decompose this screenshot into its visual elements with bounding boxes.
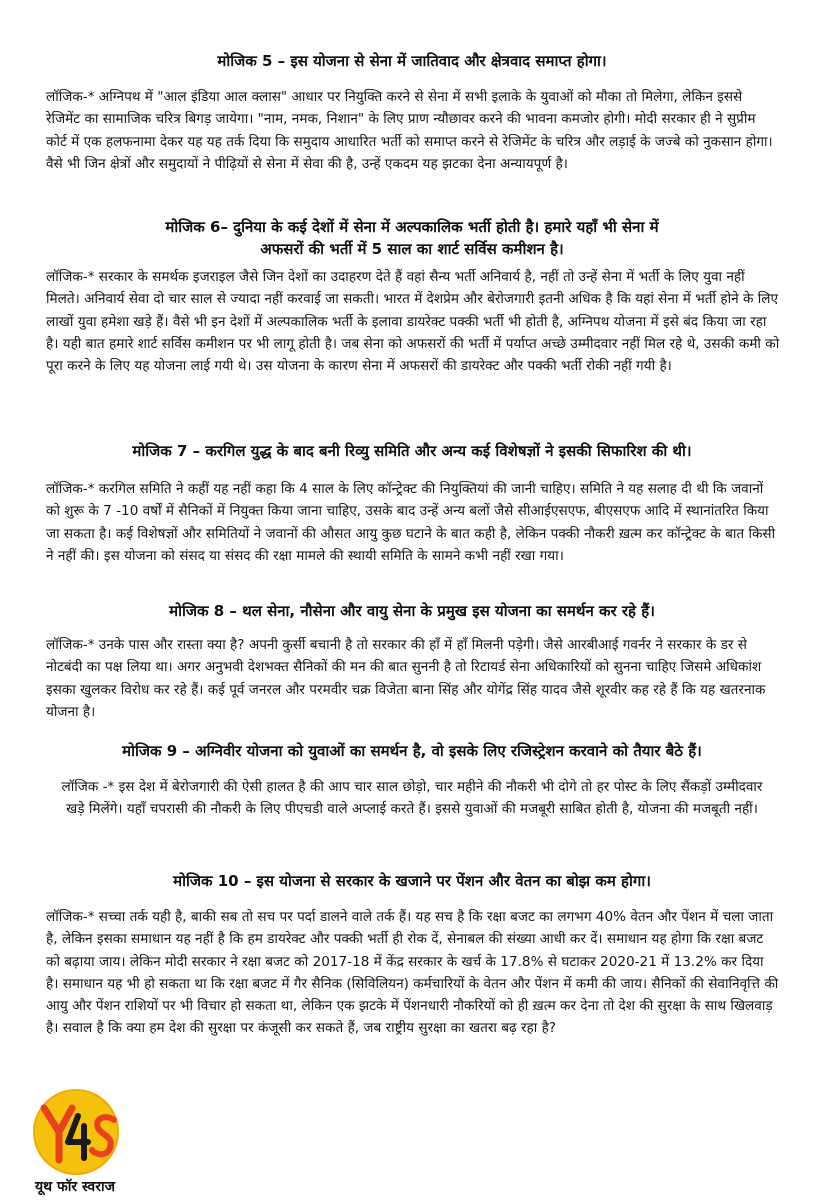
section-myth-8 — [0, 600, 824, 723]
section-myth-9 — [0, 740, 824, 821]
section-body: लॉजिक -* इस देश में बेरोजगारी की ऐसी हालत है की आप चार साल छोड़ो, चार महीने की नौकरी भी दोगे तो हर पोस्ट के लिए सैंकड़ों उम्मीदवार खड़े मिलेंगे। यहाँ चपरासी की नौकरी के लिए पीएचडी वाले अप्लाई करते हैं। इससे युवाओं की मजबूरी साबित होती है, योजना की मजबूती नहीं। — [61, 779, 763, 818]
section-body: लॉजिक-* सरकार के समर्थक इजराइल जैसे जिन देशों का उदाहरण देते हैं वहां सैन्य भर्ती अनिवार्य है, नहीं तो उन्हें सेना में भर्ती के लिए युवा नहीं मिलते। अनिवार्य सेवा दो चार साल से ज्यादा नहीं करवाई जा सकती। भारत में देशप्रेम और बेरोजगारी इतनी अधिक है कि यहां सेना में भर्ती होने के लिए लाखों युवा हमेशा खड़े हैं। वैसे भी इन देशों में अल्पकालिक भर्ती के इलावा डायरेक्ट पक्की भर्ती भी होती है, अग्निपथ योजना में इसे बंद किया जा रहा है। यही बात हमारे शार्ट सर्विस कमीशन पर भी लागू होती है। जब सेना को अफसरों की भर्ती में पर्याप्त अच्छे उम्मीदवार नहीं मिल रहे थे, उसकी कमी को पूरा करने के लिए यह योजना लाई गयी थे। उस योजना के कारण सेना में अफसरों की डायरेक्ट और पक्की भर्ती रोकी नहीं गयी है। — [46, 269, 780, 375]
section-myth-10 — [0, 870, 824, 1040]
section-body: लॉजिक-* सच्चा तर्क यही है, बाकी सब तो सच पर पर्दा डालने वाले तर्क हैं। यह सच है कि रक्षा बजट का लगभग 40% वेतन और पेंशन में चला जाता है, लेकिन इसका समाधान यह नहीं है कि हम डायरेक्ट और पक्की भर्ती ही रोक दें, सेनाबल की संख्या आधी कर दें। समाधान यह होगा कि रक्षा बजट को बढ़ाया जाय। लेकिन मोदी सरकार ने रक्षा बजट को 2017-18 में केंद्र सरकार के खर्च के 17.8% से घटाकर 2020-21 में 13.2% कर दिया है। समाधान यह भी हो सकता था कि रक्षा बजट में गैर सैनिक (सिविलियन) कर्मचारियों के वेतन और पेंशन में कमी की जाय। सैनिकों की सेवानिवृत्ति की आयु और पेंशन राशियों पर भी विचार हो सकता था, लेकिन एक झटके में पेंशनधारी नौकरियों को ही ख़त्म कर देना तो देश की सुरक्षा के साथ खिलवाड़ है। सवाल है कि क्या हम देश की सुरक्षा पर कंजूसी कर सकते हैं, जब राष्ट्रीय सुरक्षा का खतरा बढ़ रहा है? — [46, 909, 779, 1037]
section-heading: मोजिक 9 – अग्निवीर योजना को युवाओं का समर्थन है, वो इसके लिए रजिस्ट्रेशन करवाने को तैयार बैठे हैं। — [122, 742, 702, 760]
y4s-logo-icon — [14, 1080, 134, 1180]
section-myth-6 — [0, 216, 824, 377]
section-heading: मोजिक 8 – थल सेना, नौसेना और वायु सेना के प्रमुख इस योजना का समर्थन कर रहे हैं। — [169, 602, 655, 620]
logo-caption: यूथ फॉर स्वराज — [35, 1179, 115, 1195]
section-heading: मोजिक 10 – इस योजना से सरकार के खजाने पर पेंशन और वेतन का बोझ कम होगा। — [173, 872, 651, 890]
section-heading: मोजिक 5 – इस योजना से सेना में जातिवाद और क्षेत्रवाद समाप्त होगा। — [217, 52, 607, 70]
section-body: लॉजिक-* करगिल समिति ने कहीं यह नहीं कहा कि 4 साल के लिए कॉन्ट्रेक्ट की नियुक्तियां की जानी चाहिए। समिति ने यह सलाह दी थी कि जवानों को शुरू के 7 -10 वर्षों में सैनिकों में नियुक्त किया जाना चाहिए, उसके बाद उन्हें अन्य बलों जैसे सीआईएसएफ, बीएसएफ आदि में स्थानांतरित किया जा सकता है। कई विशेषज्ञों और समितियों ने जवानों की औसत आयु कुछ घटाने के बात कही है, लेकिन पक्की नौकरी ख़त्म कर कॉन्ट्रेक्ट के बात किसी ने नहीं की। इस योजना को संसद या संसद की रक्षा मामले की स्थायी समिति के सामने कभी नहीं रखा गया। — [46, 481, 776, 564]
section-myth-5 — [0, 50, 824, 175]
section-body: लॉजिक-* उनके पास और रास्ता क्या है? अपनी कुर्सी बचानी है तो सरकार की हाँ में हाँ मिलनी पड़ेगी। जैसे आरबीआई गवर्नर ने सरकार के डर से नोटबंदी का पक्ष लिया था। अगर अनुभवी देशभक्त सैनिकों की मन की बात सुननी है तो रिटायर्ड सेना अधिकारियों को सुनना चाहिए जिसमे अधिकांश इसका खुलकर विरोध कर रहे हैं। कई पूर्व जनरल और परमवीर चक्र विजेता बाना सिंह और योगेंद्र सिंह यादव जैसे शूरवीर कह रहे हैं कि यह खतरनाक योजना है। — [46, 637, 766, 720]
section-heading: मोजिक 6– दुनिया के कई देशों में सेना में अल्पकालिक भर्ती होती है। हमारे यहाँ भी सेना में अफसरों की भर्ती में 5 साल का शार्ट सर्विस कमीशन है। — [165, 218, 659, 258]
section-body: लॉजिक-* अग्निपथ में "आल इंडिया आल क्लास" आधार पर नियुक्ति करने से सेना में सभी इलाके के युवाओं को मौका तो मिलेगा, लेकिन इससे रेजिमेंट का सामाजिक चरित्र बिगड़ जायेगा। "नाम, नमक, निशान" के लिए प्राण न्यौछावर करने की भावना कमजोर होगी। मोदी सरकार ही ने सुप्रीम कोर्ट में एक हलफनामा देकर यह यह तर्क दिया कि समुदाय आधारित भर्ती को समाप्त करने से रेजिमेंट के चरित्र और लड़ाई के जज्बे को नुकसान होगा। वैसे भी जिन क्षेत्रों और समुदायों ने पीढ़ियों से सेना में सेवा की है, उन्हें एकदम यह झटका देना अन्यायपूर्ण है। — [46, 89, 773, 172]
section-myth-7 — [0, 440, 824, 567]
section-heading: मोजिक 7 – करगिल युद्ध के बाद बनी रिव्यु समिति और अन्य कई विशेषज्ञों ने इसकी सिफारिश की थी। — [132, 442, 692, 460]
